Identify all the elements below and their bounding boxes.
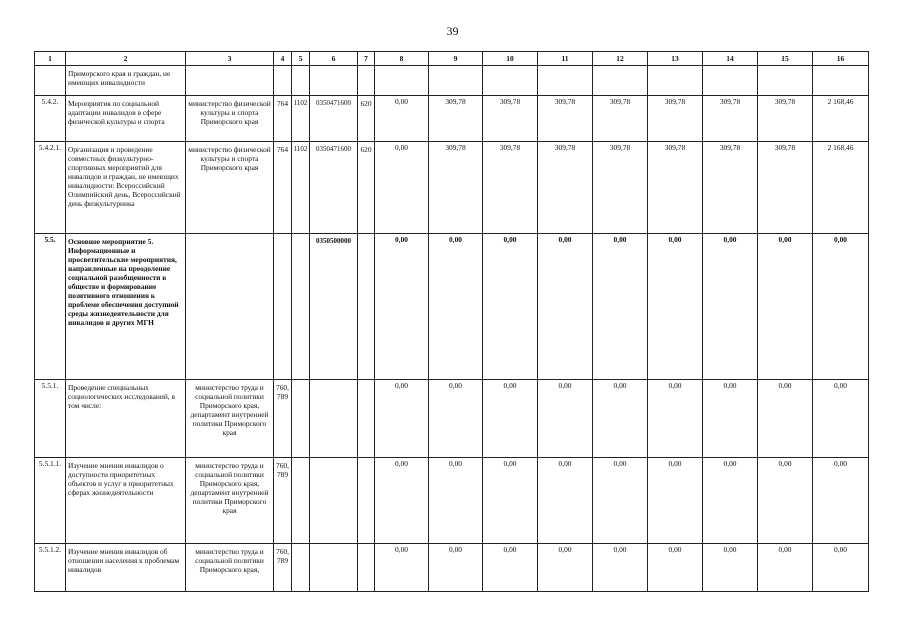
- row-name: Мероприятия по социальной адаптации инвалидов в сфере физической культуры и спорта: [66, 96, 186, 142]
- row-executor: министерство физической культуры и спорта Приморского края: [186, 142, 274, 234]
- column-header: 9: [429, 52, 483, 66]
- row-executor: министерство труда и социальной политики Приморского края, департамент внутренней политики Приморского края: [186, 380, 274, 458]
- row-value: 0,00: [648, 380, 703, 458]
- row-value: [758, 66, 813, 96]
- row-col7: 620: [358, 142, 375, 234]
- row-col7: [358, 544, 375, 592]
- row-value: 0,00: [703, 234, 758, 380]
- row-col4: [274, 66, 292, 96]
- row-value: 2 168,46: [813, 142, 869, 234]
- row-col5: 1102: [292, 96, 310, 142]
- row-value: 0,00: [375, 380, 429, 458]
- row-col7: [358, 234, 375, 380]
- row-col7: [358, 380, 375, 458]
- row-name: Основное мероприятие 5. Информационные и просветительские мероприятия, направленные на преодоление социальной разобщенности в обществе и формирование позитивного отношения к проблеме обеспечения доступной среды жизнедеятельности для инвалидов и других МГН: [66, 234, 186, 380]
- row-value: 0,00: [538, 458, 593, 544]
- column-header: 6: [310, 52, 358, 66]
- row-name: Приморского края и граждан, не имеющих инвалидности: [66, 66, 186, 96]
- row-value: 0,00: [648, 458, 703, 544]
- row-executor: [186, 234, 274, 380]
- row-value: 0,00: [648, 234, 703, 380]
- column-header: 8: [375, 52, 429, 66]
- row-value: 0,00: [813, 458, 869, 544]
- row-value: 309,78: [429, 96, 483, 142]
- table-row: [35, 544, 869, 592]
- row-value: 0,00: [593, 380, 648, 458]
- column-header: 7: [358, 52, 375, 66]
- table-row: [35, 142, 869, 234]
- row-value: 309,78: [593, 96, 648, 142]
- row-id: [35, 66, 66, 96]
- row-col7: 620: [358, 96, 375, 142]
- row-value: 309,78: [429, 142, 483, 234]
- row-value: 0,00: [375, 96, 429, 142]
- row-value: 309,78: [538, 96, 593, 142]
- row-value: [593, 66, 648, 96]
- row-value: 0,00: [375, 142, 429, 234]
- table-row: [35, 458, 869, 544]
- row-value: 0,00: [429, 380, 483, 458]
- row-value: 0,00: [483, 544, 538, 592]
- row-value: 0,00: [429, 234, 483, 380]
- row-name: Организация и проведение совместных физкультурно-спортивных мероприятий для инвалидов и граждан, не имеющих инвалидности: Всероссийский Олимпийский день, Всероссийский день физкультурника: [66, 142, 186, 234]
- row-col7: [358, 458, 375, 544]
- row-value: 0,00: [593, 234, 648, 380]
- row-id: 5.5.: [35, 234, 66, 380]
- row-value: [813, 66, 869, 96]
- row-value: 309,78: [758, 96, 813, 142]
- row-value: 2 168,46: [813, 96, 869, 142]
- row-value: 0,00: [538, 544, 593, 592]
- row-value: 0,00: [429, 544, 483, 592]
- row-value: 0,00: [703, 380, 758, 458]
- row-executor: министерство труда и социальной политики Приморского края, департамент внутренней политики Приморского края: [186, 458, 274, 544]
- column-header: 10: [483, 52, 538, 66]
- column-header: 13: [648, 52, 703, 66]
- row-name: Проведение специальных социологических исследований, в том числе:: [66, 380, 186, 458]
- row-col5: [292, 544, 310, 592]
- row-id: 5.5.1.1.: [35, 458, 66, 544]
- row-col6: [310, 458, 358, 544]
- row-value: 0,00: [648, 544, 703, 592]
- row-col6: 0350471600: [310, 96, 358, 142]
- row-value: 0,00: [703, 544, 758, 592]
- row-value: 0,00: [483, 380, 538, 458]
- row-value: 0,00: [483, 458, 538, 544]
- row-value: 0,00: [483, 234, 538, 380]
- row-value: 0,00: [703, 458, 758, 544]
- table-row: [35, 380, 869, 458]
- row-value: 309,78: [483, 142, 538, 234]
- row-col4: 760, 789: [274, 380, 292, 458]
- row-name: Изучение мнения инвалидов об отношении населения к проблемам инвалидов: [66, 544, 186, 592]
- column-header: 3: [186, 52, 274, 66]
- row-col4: [274, 234, 292, 380]
- row-value: 309,78: [703, 142, 758, 234]
- row-col6: [310, 544, 358, 592]
- row-value: 0,00: [375, 544, 429, 592]
- row-value: 0,00: [538, 380, 593, 458]
- row-value: 309,78: [483, 96, 538, 142]
- row-id: 5.4.2.: [35, 96, 66, 142]
- row-col7: [358, 66, 375, 96]
- column-header: 14: [703, 52, 758, 66]
- row-value: 0,00: [813, 544, 869, 592]
- row-executor: министерство труда и социальной политики Приморского края,: [186, 544, 274, 592]
- row-value: 309,78: [648, 142, 703, 234]
- row-value: 0,00: [758, 458, 813, 544]
- row-value: 309,78: [538, 142, 593, 234]
- row-value: [703, 66, 758, 96]
- row-value: 0,00: [429, 458, 483, 544]
- row-col6: 0350471600: [310, 142, 358, 234]
- row-value: 309,78: [648, 96, 703, 142]
- row-value: 0,00: [375, 234, 429, 380]
- table-row: [35, 96, 869, 142]
- row-col5: 1102: [292, 142, 310, 234]
- column-header: 12: [593, 52, 648, 66]
- row-col4: 764: [274, 96, 292, 142]
- row-col6: [310, 380, 358, 458]
- row-col4: 760, 789: [274, 458, 292, 544]
- row-value: [429, 66, 483, 96]
- row-value: [375, 66, 429, 96]
- column-header: 15: [758, 52, 813, 66]
- row-col6: [310, 66, 358, 96]
- row-name: Изучение мнения инвалидов о доступности приоритетных объектов и услуг в приоритетных сферах жизнедеятельности: [66, 458, 186, 544]
- row-executor: министерство физической культуры и спорта Приморского края: [186, 96, 274, 142]
- row-value: 0,00: [813, 234, 869, 380]
- page-number: 39: [446, 24, 459, 38]
- budget-table: [34, 51, 869, 592]
- row-value: 0,00: [593, 458, 648, 544]
- column-header: 16: [813, 52, 869, 66]
- row-col5: [292, 458, 310, 544]
- table-row: [35, 66, 869, 96]
- row-value: [538, 66, 593, 96]
- row-col5: [292, 234, 310, 380]
- row-value: 0,00: [758, 380, 813, 458]
- row-value: 0,00: [538, 234, 593, 380]
- row-value: 0,00: [758, 234, 813, 380]
- row-col4: 760, 789: [274, 544, 292, 592]
- row-id: 5.5.1.: [35, 380, 66, 458]
- row-value: 309,78: [703, 96, 758, 142]
- header-row: [35, 52, 869, 66]
- column-header: 11: [538, 52, 593, 66]
- row-col5: [292, 66, 310, 96]
- row-value: 0,00: [593, 544, 648, 592]
- row-value: 309,78: [758, 142, 813, 234]
- row-col4: 764: [274, 142, 292, 234]
- row-executor: [186, 66, 274, 96]
- row-id: 5.4.2.1.: [35, 142, 66, 234]
- column-header: 1: [35, 52, 66, 66]
- row-value: 0,00: [758, 544, 813, 592]
- column-header: 2: [66, 52, 186, 66]
- row-value: 0,00: [375, 458, 429, 544]
- column-header: 4: [274, 52, 292, 66]
- row-col6: 0350500000: [310, 234, 358, 380]
- row-value: 309,78: [593, 142, 648, 234]
- table-row: [35, 234, 869, 380]
- row-value: 0,00: [813, 380, 869, 458]
- row-value: [648, 66, 703, 96]
- row-col5: [292, 380, 310, 458]
- column-header: 5: [292, 52, 310, 66]
- row-value: [483, 66, 538, 96]
- row-id: 5.5.1.2.: [35, 544, 66, 592]
